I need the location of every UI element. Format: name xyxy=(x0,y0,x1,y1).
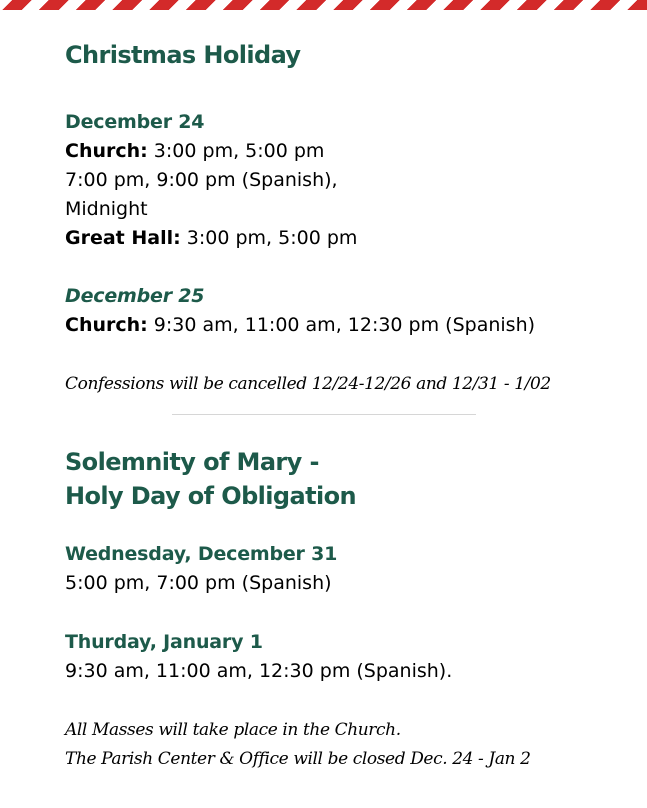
christmas-heading: Christmas Holiday xyxy=(65,41,301,69)
dec25-date: December 25 xyxy=(65,285,205,307)
office-closed-note: The Parish Center & Office will be closed Dec. 24 - Jan 2 xyxy=(65,749,531,769)
solemnity-heading-line1: Solemnity of Mary - xyxy=(65,448,319,476)
masses-note: All Masses will take place in the Church. xyxy=(65,720,401,740)
church-label: Church: xyxy=(65,314,148,336)
wed-times: 5:00 pm, 7:00 pm (Spanish) xyxy=(65,572,332,594)
section-divider xyxy=(172,414,476,415)
solemnity-heading-line2: Holy Day of Obligation xyxy=(65,482,356,510)
solemnity-content xyxy=(65,445,625,774)
great-hall-label: Great Hall: xyxy=(65,227,181,249)
dec24-church-line xyxy=(65,137,625,166)
dec25-church-line xyxy=(65,311,625,340)
schedule-content xyxy=(65,38,625,399)
dec24-church-times-2: 7:00 pm, 9:00 pm (Spanish), xyxy=(65,169,338,191)
dec25-church-times: 9:30 am, 11:00 am, 12:30 pm (Spanish) xyxy=(147,314,536,336)
wed-date: Wednesday, December 31 xyxy=(65,543,338,565)
dec24-date: December 24 xyxy=(65,111,205,133)
confessions-note: Confessions will be cancelled 12/24-12/26 and 12/31 - 1/02 xyxy=(65,374,551,394)
dec24-hall-line xyxy=(65,224,625,253)
dec24-church-times: 3:00 pm, 5:00 pm xyxy=(147,140,325,162)
dec24-church-times-3: Midnight xyxy=(65,198,148,220)
thu-date: Thurday, January 1 xyxy=(65,631,263,653)
church-label: Church: xyxy=(65,140,148,162)
candy-cane-border xyxy=(0,0,647,10)
thu-times: 9:30 am, 11:00 am, 12:30 pm (Spanish). xyxy=(65,660,453,682)
dec24-hall-times: 3:00 pm, 5:00 pm xyxy=(180,227,358,249)
